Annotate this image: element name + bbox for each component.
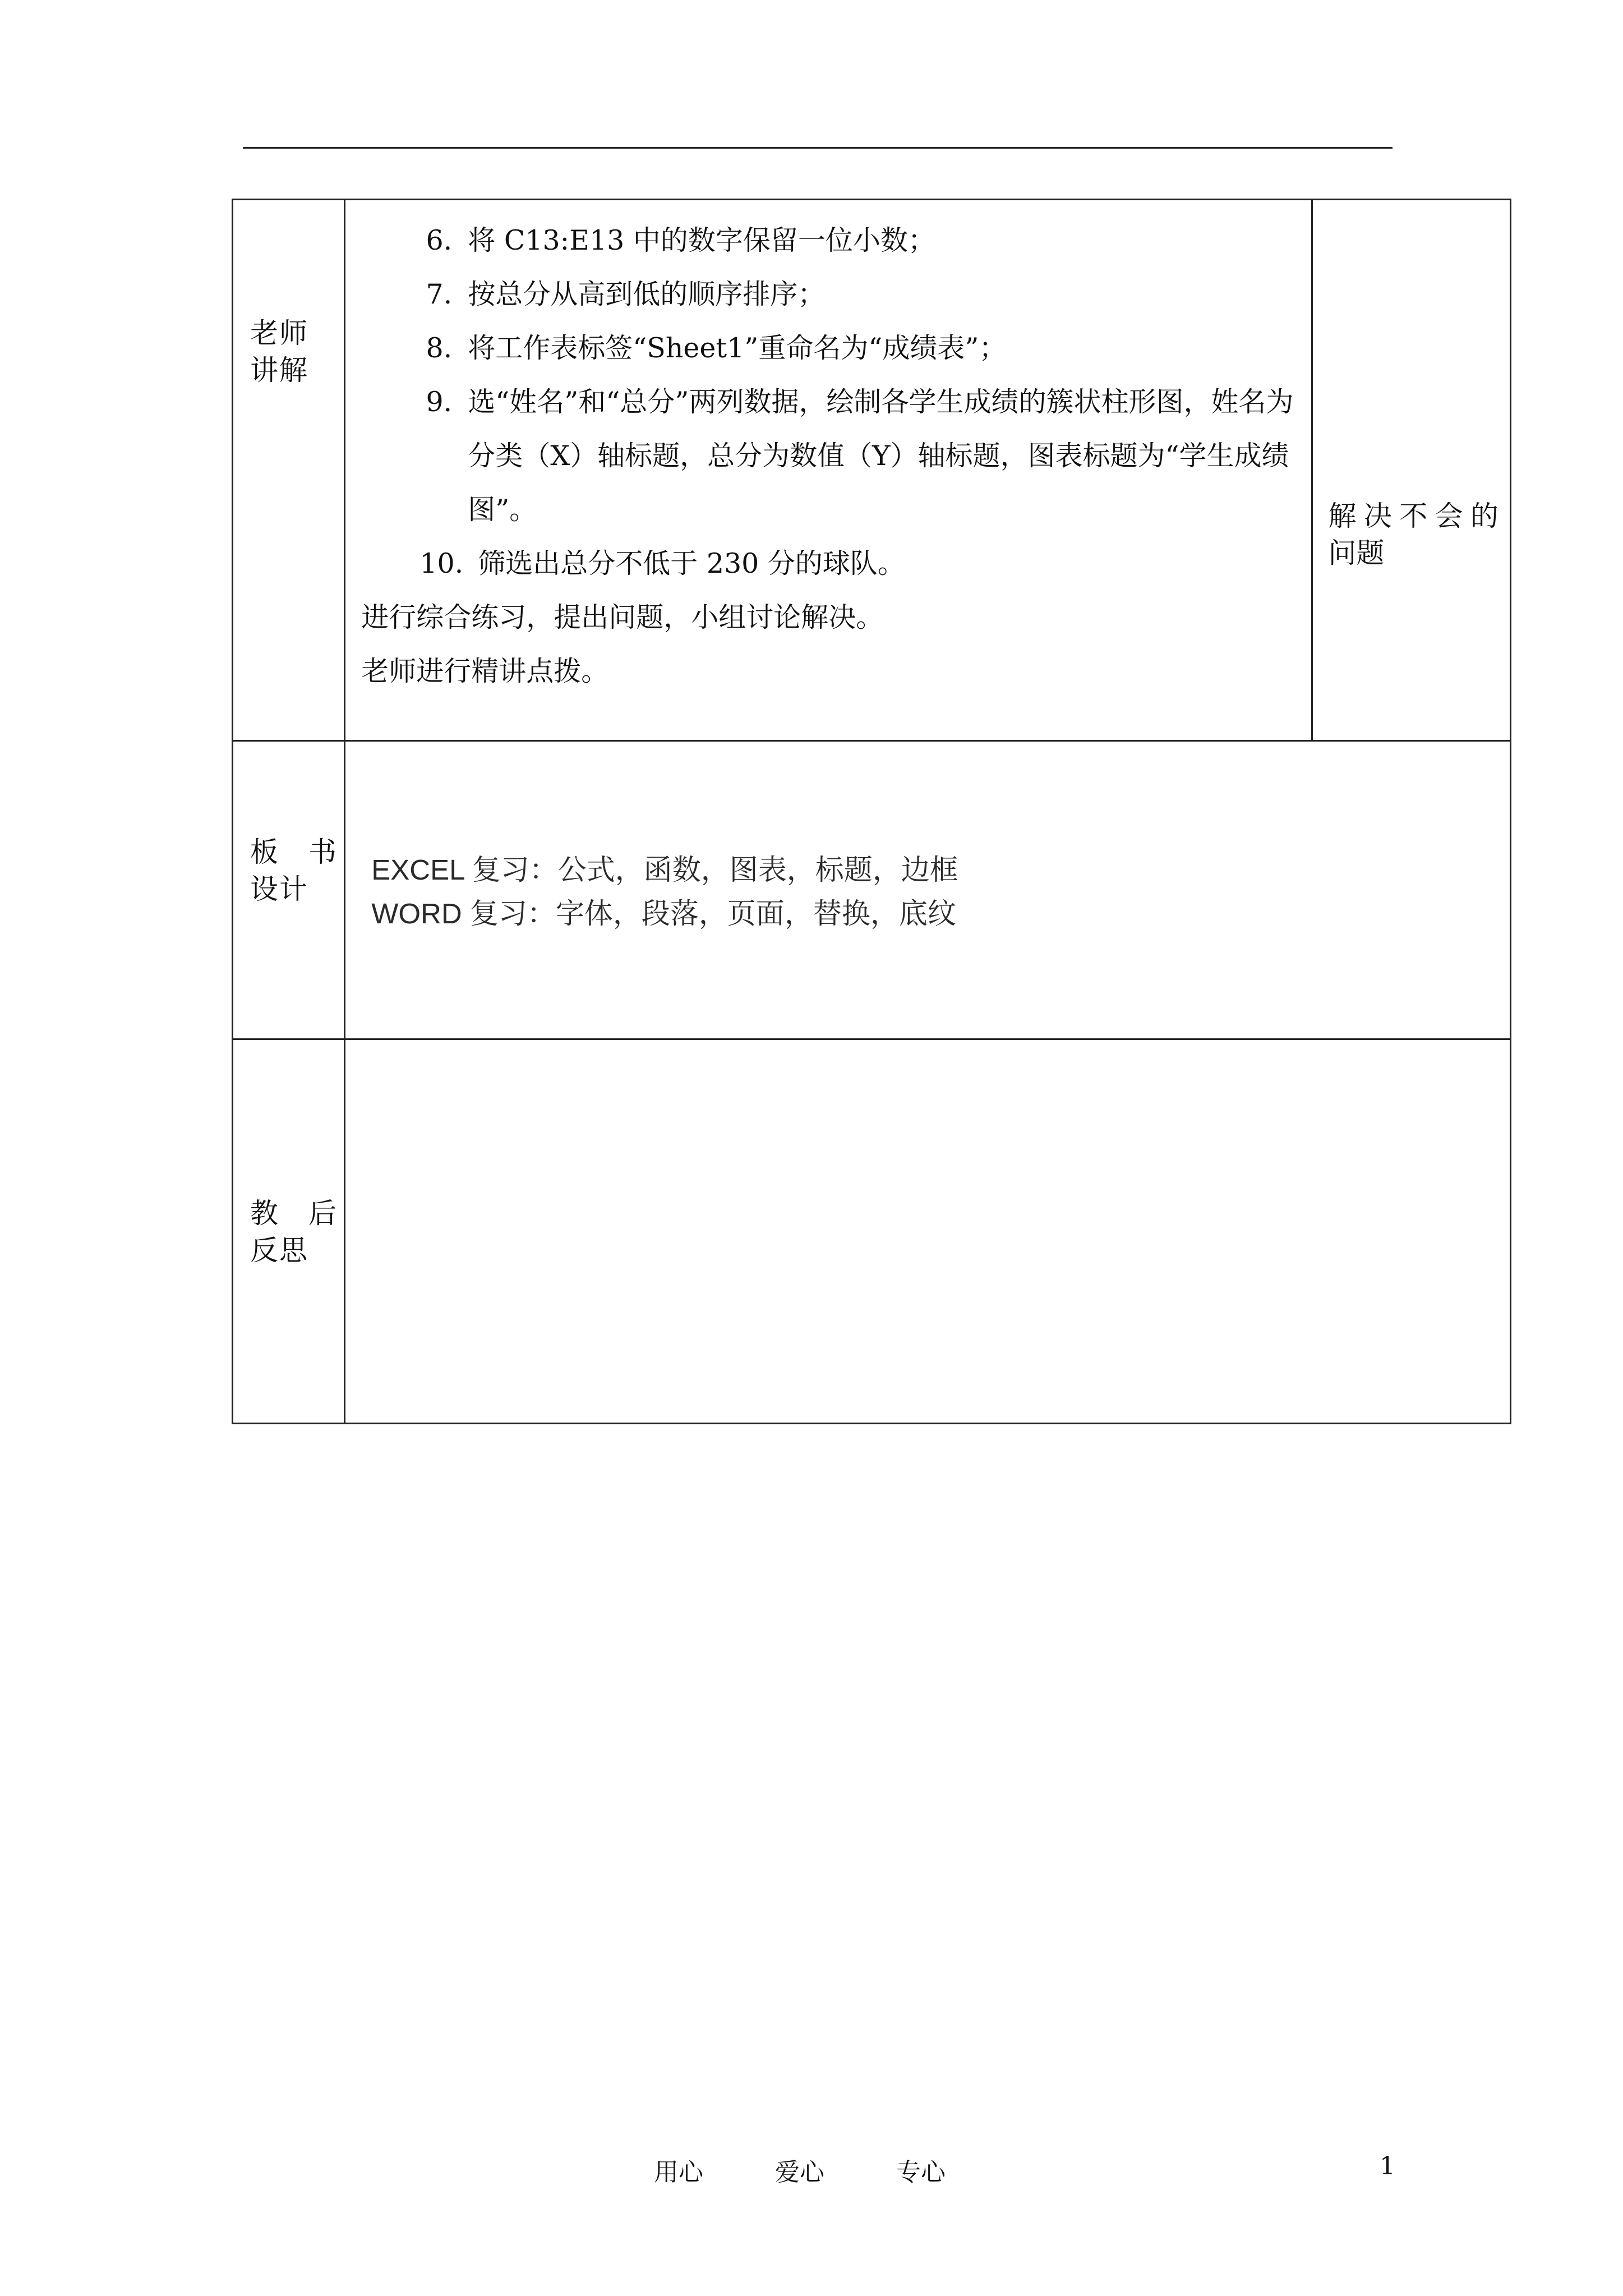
note-cell [1312,200,1510,741]
row-label [233,742,344,908]
board-line: EXCEL 复习：公式，函数，图表，标题，边框 [371,854,958,886]
content-cell [345,200,1312,741]
note-line-2: 问题 [1328,537,1385,569]
item-number: 7. [426,278,453,310]
row-label-line-1: 老师 [250,317,308,349]
row-label-cell [233,200,345,741]
item-text: 选“姓名”和“总分”两列数据，绘制各学生成绩的簇状柱形图，姓名为分类（X）轴标题，总分为数值（Y）轴标题，图表标题为“学生成绩图”。 [468,386,1294,526]
item-text: 筛选出总分不低于 230 分的球队。 [478,547,905,579]
item-number: 6. [426,224,453,256]
board-content-cell [345,741,1511,1039]
list-item [361,321,1299,375]
header-rule [243,147,1393,149]
footer-motto: 专心 [896,2158,946,2187]
row-label [233,200,344,389]
item-text: 将 C13:E13 中的数字保留一位小数； [468,224,935,256]
list-item [361,375,1299,537]
lesson-plan-table [232,199,1511,1424]
reflection-content-cell [345,1039,1511,1424]
footer-motto: 爱心 [775,2158,824,2187]
list-item [361,268,1299,321]
note-line-1: 解决不会的 [1328,500,1498,532]
footer-mottos [654,2152,946,2188]
item-number: 9. [426,386,453,418]
footer-motto: 用心 [654,2158,703,2187]
item-text: 将工作表标签“Sheet1”重命名为“成绩表”； [468,332,1007,364]
paragraph: 进行综合练习，提出问题，小组讨论解决。 [361,601,884,633]
row-label-line-2: 讲解 [250,354,308,386]
board-image-text [345,742,1510,936]
row-reflection [233,1039,1511,1424]
item-number: 8. [426,332,453,364]
item-text: 按总分从高到低的顺序排序； [468,278,826,310]
row-label-line-1: 板 书 [250,836,338,868]
row-label-cell [233,741,345,1039]
list-item [361,537,1299,591]
row-label [233,1040,344,1269]
row-board-design [233,741,1511,1039]
row-label-line-1: 教 后 [250,1197,338,1230]
row-teacher-explanation [233,200,1511,741]
page-number: 1 [1380,2152,1395,2180]
item-number: 10. [419,547,464,579]
board-line: WORD 复习：字体，段落，页面，替换，底纹 [371,898,956,930]
row-label-cell [233,1039,345,1424]
row-label-line-2: 设计 [250,873,308,905]
row-label-line-2: 反思 [250,1234,308,1267]
list-item [361,214,1299,268]
paragraph: 老师进行精讲点拨。 [361,655,609,687]
